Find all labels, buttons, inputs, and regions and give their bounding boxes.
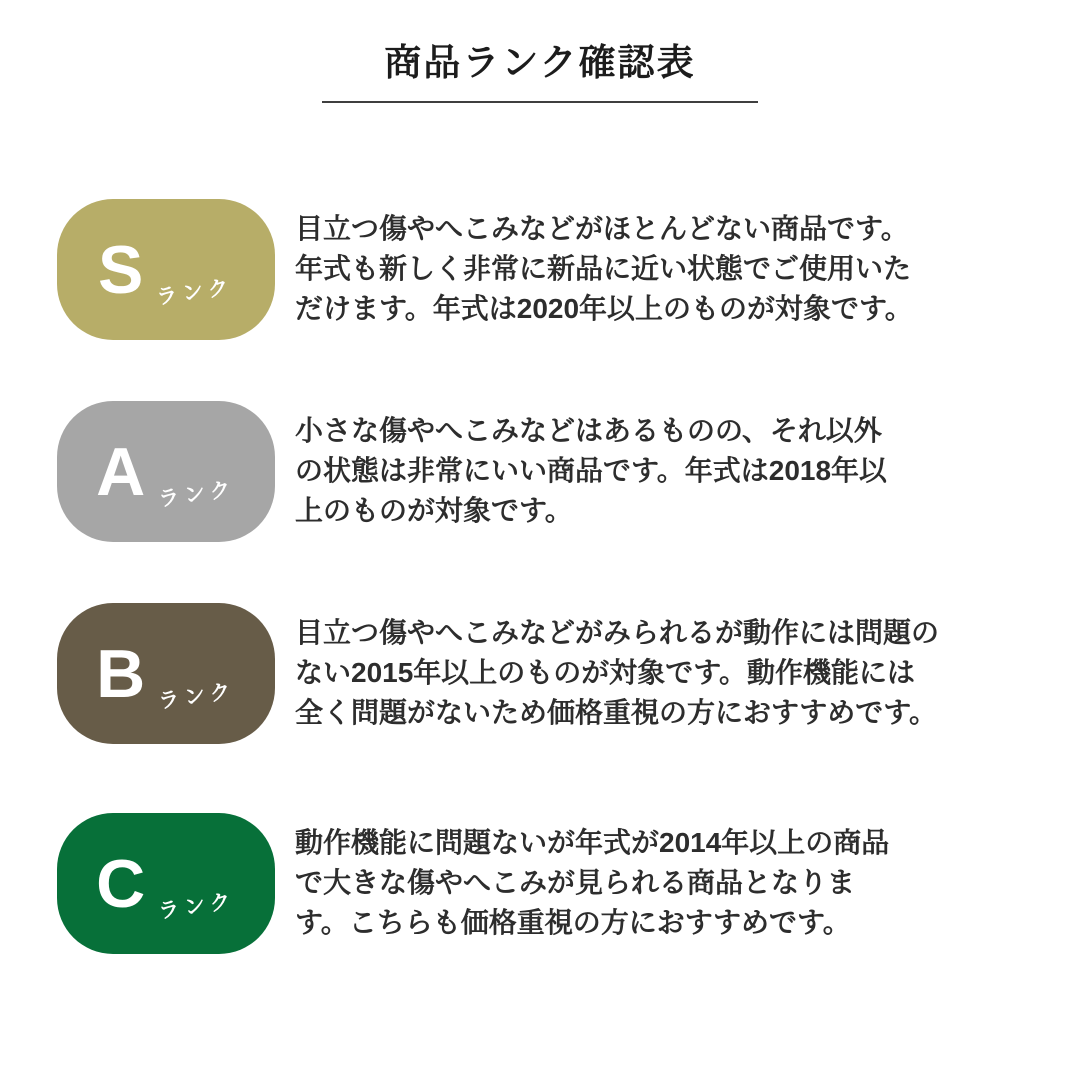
rank-badge-a	[57, 401, 275, 542]
desc-line: だけます。年式は2020年以上のものが対象です。	[295, 293, 913, 325]
rank-row-c	[0, 813, 1080, 954]
desc-line: 年式も新しく非常に新品に近い状態でご使用いた	[295, 253, 912, 285]
desc-line: 目立つ傷やへこみなどがみられるが動作には問題の	[295, 617, 940, 649]
rank-label-a: ランク	[157, 477, 238, 512]
page-title: 商品ランク確認表	[384, 42, 696, 83]
header	[0, 0, 1080, 103]
rank-description-b	[295, 603, 939, 733]
desc-line: ない2015年以上のものが対象です。動作機能には	[295, 657, 916, 689]
rank-label-c: ランク	[157, 889, 238, 924]
desc-line: 小さな傷やへこみなどはあるものの、それ以外	[295, 415, 882, 447]
rank-letter-s: S	[98, 231, 144, 308]
desc-line: の状態は非常にいい商品です。年式は2018年以	[295, 455, 888, 487]
rank-badge-b	[57, 603, 275, 744]
rank-badge-c	[57, 813, 275, 954]
rank-letter-c: C	[96, 845, 146, 922]
rank-description-a	[295, 401, 887, 531]
desc-line: 上のものが対象です。	[295, 495, 573, 527]
rank-rows	[0, 199, 1080, 954]
rank-description-c	[295, 813, 889, 943]
desc-line: 目立つ傷やへこみなどがほとんどない商品です。	[295, 213, 909, 245]
rank-label-b: ランク	[157, 679, 238, 714]
rank-label-s: ランク	[155, 275, 236, 310]
rank-row-b	[0, 603, 1080, 744]
rank-letter-b: B	[96, 635, 146, 712]
desc-line: す。こちらも価格重視の方におすすめです。	[295, 907, 851, 939]
desc-line: 動作機能に問題ないが年式が2014年以上の商品	[295, 827, 890, 859]
rank-description-s	[295, 199, 913, 329]
desc-line: 全く問題がないため価格重視の方におすすめです。	[295, 697, 938, 729]
rank-row-a	[0, 401, 1080, 542]
rank-letter-a: A	[96, 433, 146, 510]
title-underline	[322, 101, 758, 103]
rank-badge-s	[57, 199, 275, 340]
desc-line: で大きな傷やへこみが見られる商品となりま	[295, 867, 856, 899]
rank-row-s	[0, 199, 1080, 340]
